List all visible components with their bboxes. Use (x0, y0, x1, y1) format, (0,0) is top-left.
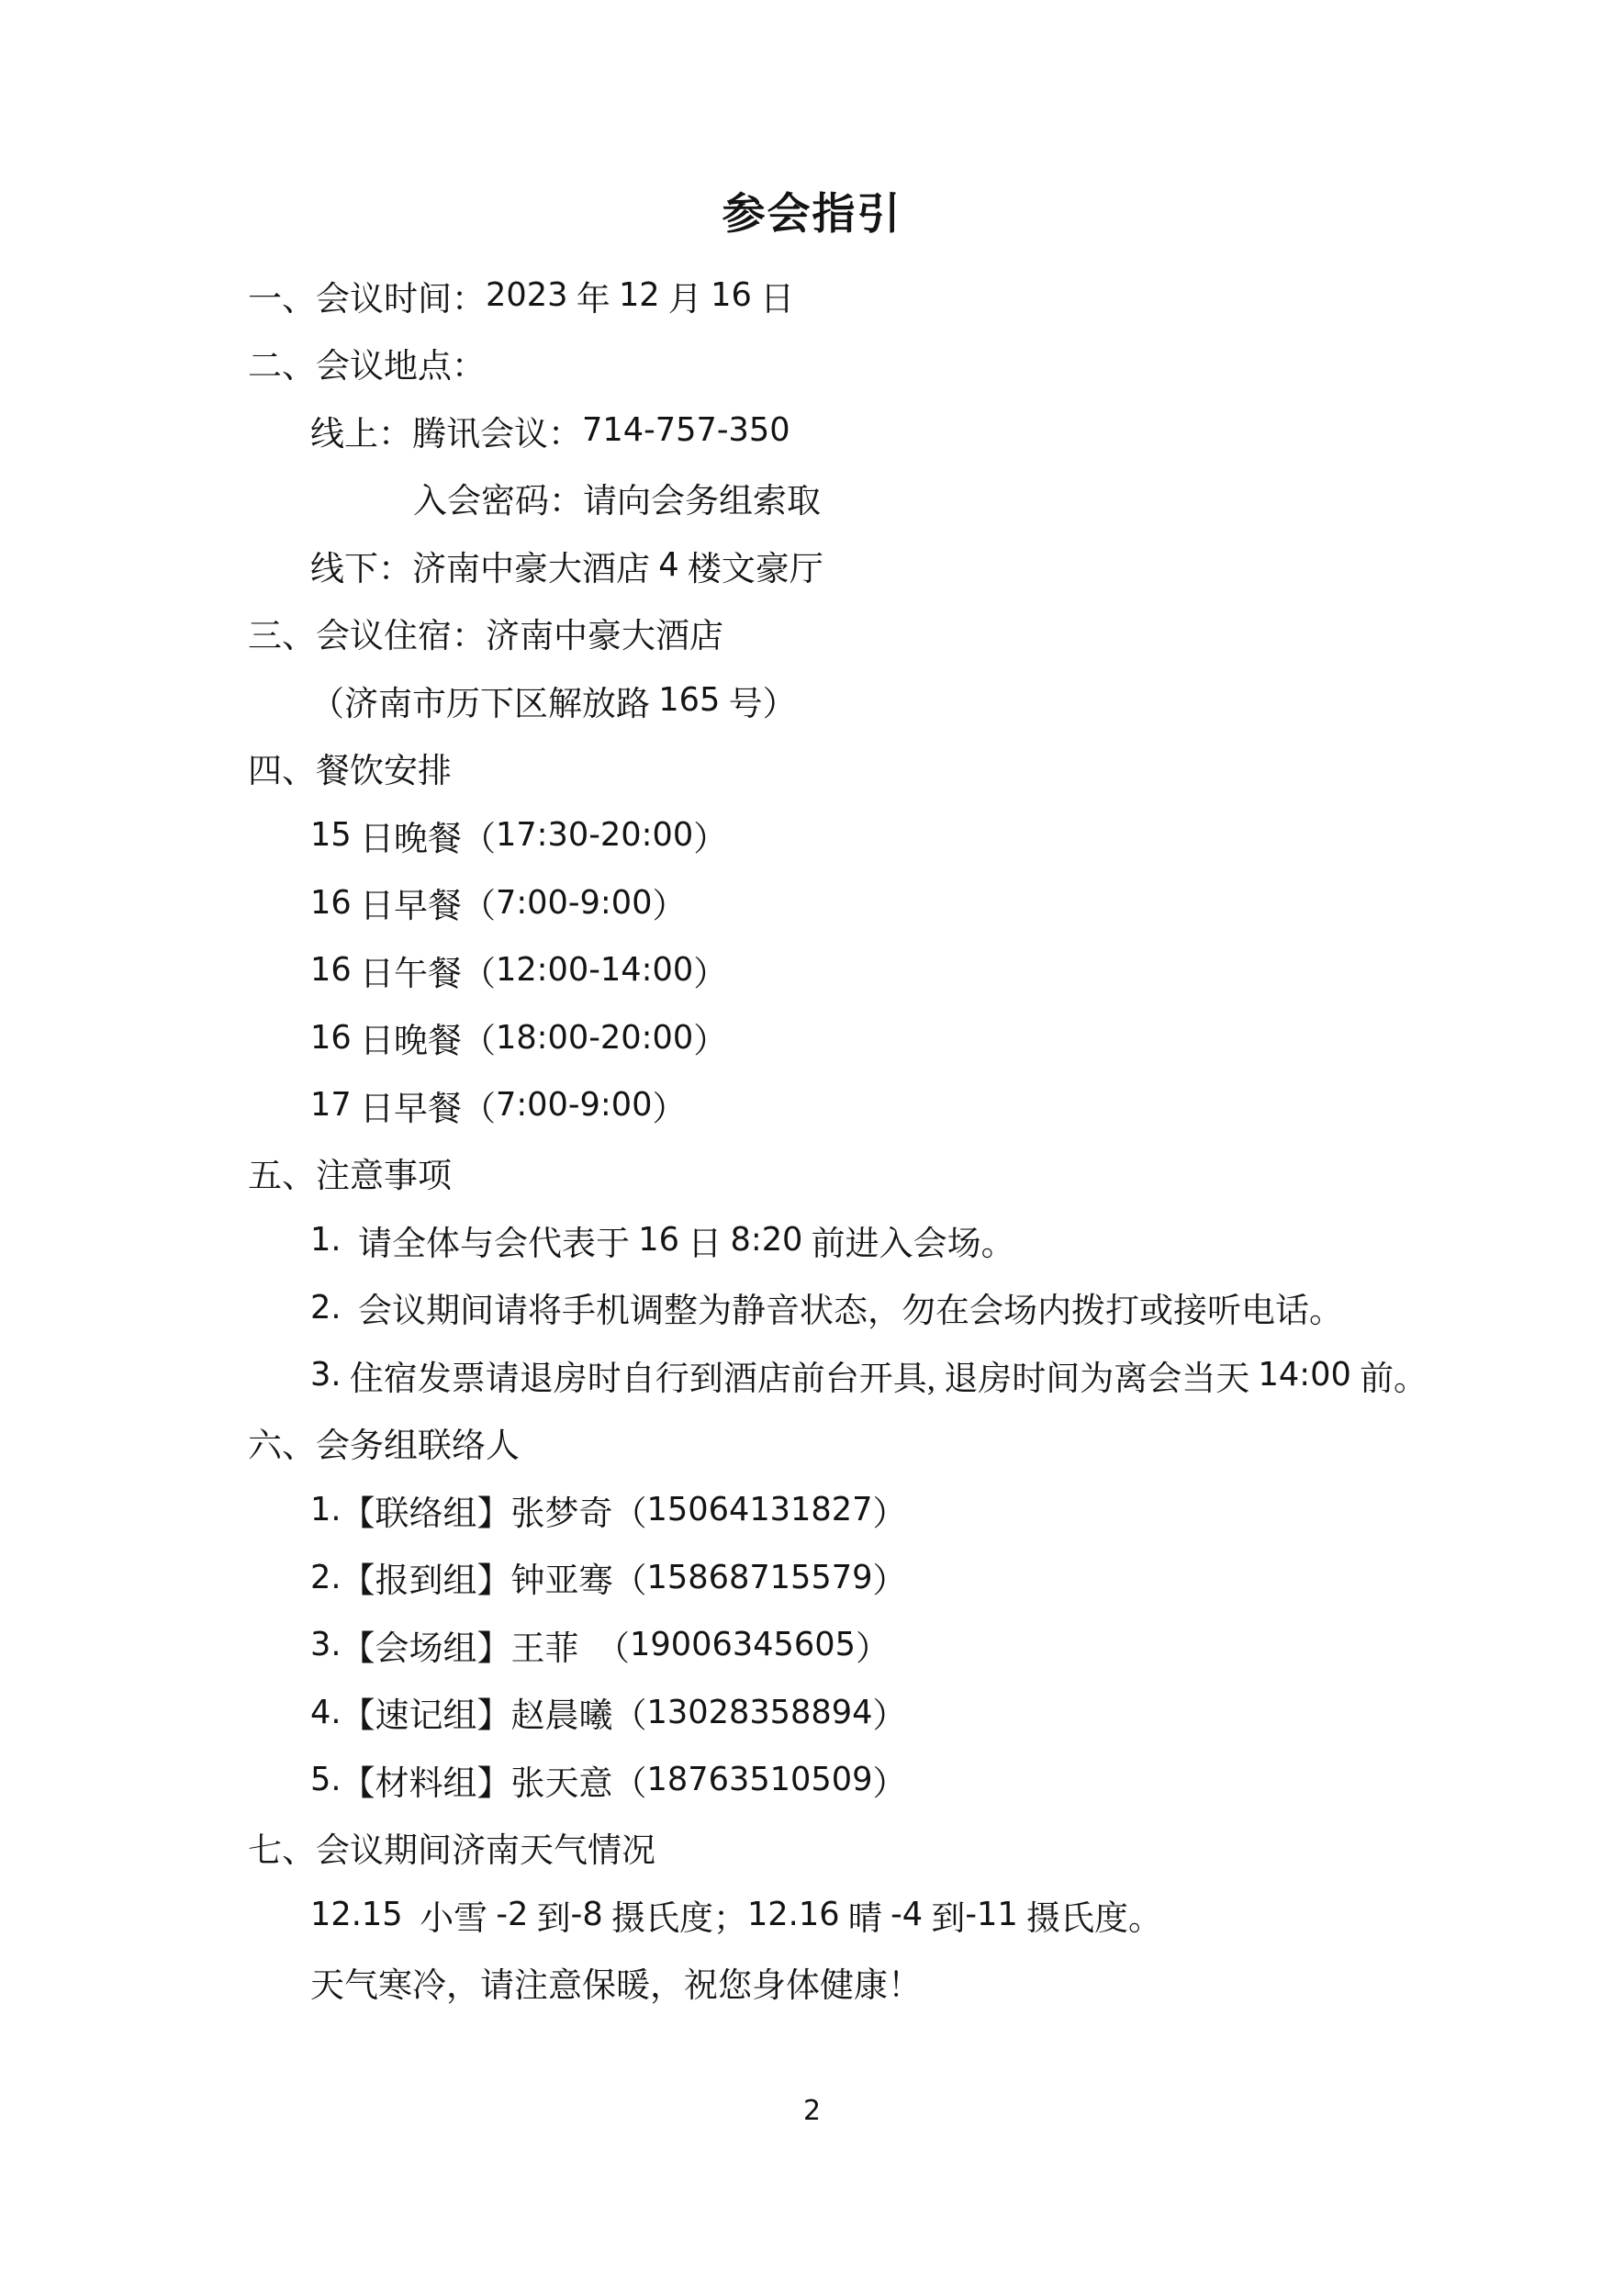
doc-line: 六、会务组联络人 (248, 1427, 520, 1466)
doc-line: 线上：腾讯会议： 714-757-350 (310, 411, 790, 453)
doc-line: 12.15 小雪 -2 到 -8 摄氏度； 12.16 晴 -4 到 -11 摄氏度。 (310, 1896, 1163, 1938)
numeric-text: 7:00-9:00 (495, 883, 653, 922)
numeric-text: 16 (310, 1018, 352, 1057)
numeric-text: 13028358894 (646, 1693, 873, 1731)
numeric-text: 17:30-20:00 (495, 816, 694, 855)
doc-line: 1. 【联络组】张梦奇（ 15064131827 ） (310, 1491, 907, 1533)
numeric-text: 2023 (486, 276, 568, 315)
doc-line: 三、会议住宿：济南中豪大酒店 (248, 618, 723, 656)
doc-line: 五、注意事项 (248, 1158, 452, 1196)
numeric-text: 14:00 (1258, 1356, 1351, 1394)
numeric-text: 3. (310, 1356, 342, 1394)
doc-line: （济南市历下区解放路 165 号） (310, 681, 797, 723)
numeric-text: 714-757-350 (582, 411, 790, 450)
numeric-text: 18:00-20:00 (495, 1018, 694, 1057)
document-body (248, 262, 1569, 2016)
numeric-text: 12.16 (746, 1896, 840, 1934)
numeric-text: 3. (310, 1626, 342, 1664)
doc-line: 16 日早餐（ 7:00-9:00 ） (310, 883, 687, 926)
doc-line: 17 日早餐（ 7:00-9:00 ） (310, 1086, 687, 1128)
numeric-text: -8 (570, 1896, 603, 1934)
numeric-text: 17 (310, 1086, 352, 1125)
doc-line: 5. 【材料组】张天意（ 18763510509 ） (310, 1761, 907, 1803)
numeric-text: 4 (658, 546, 679, 585)
numeric-text: 5. (310, 1761, 342, 1799)
page-title: 参会指引 (722, 191, 902, 239)
doc-line: 15 日晚餐（ 17:30-20:00 ） (310, 816, 728, 858)
numeric-text: 7:00-9:00 (495, 1086, 653, 1125)
doc-line: 16 日午餐（ 12:00-14:00 ） (310, 951, 728, 993)
numeric-text: 8:20 (730, 1221, 803, 1259)
numeric-text: 1. (310, 1221, 342, 1259)
numeric-text: -4 (890, 1896, 924, 1934)
numeric-text: 12 (618, 276, 660, 315)
numeric-text: 16 (310, 951, 352, 990)
numeric-text: 15064131827 (646, 1491, 873, 1529)
doc-line: 天气寒冷，请注意保暖，祝您身体健康！ (310, 1967, 922, 2006)
doc-line: 2. 会议期间请将手机调整为静音状态，勿在会场内拨打或接听电话。 (310, 1288, 1344, 1331)
numeric-text: 15868715579 (646, 1558, 873, 1596)
numeric-text: 16 (310, 883, 352, 922)
doc-line: 入会密码：请向会务组索取 (413, 483, 821, 521)
numeric-text: 18763510509 (646, 1761, 873, 1799)
doc-line: 3. 住宿发票请退房时自行到酒店前台开具, 退房时间为离会当天 14:00 前。 (310, 1356, 1428, 1398)
numeric-text: 1. (310, 1491, 342, 1529)
doc-line: 线下：济南中豪大酒店 4 楼文豪厅 (310, 546, 823, 588)
page-number: 2 (802, 2095, 822, 2127)
numeric-text: 16 (638, 1221, 679, 1259)
doc-line: 一、会议时间： 2023 年 12 月 16 日 (248, 276, 795, 319)
numeric-text: -11 (965, 1896, 1018, 1934)
numeric-text: 15 (310, 816, 352, 855)
numeric-text: 2. (310, 1558, 342, 1596)
numeric-text: 165 (658, 681, 721, 720)
doc-line: 2. 【报到组】钟亚骞（ 15868715579 ） (310, 1558, 907, 1601)
doc-line: 四、餐饮安排 (248, 753, 452, 791)
numeric-text: 12.15 (310, 1896, 403, 1934)
numeric-text: 2. (310, 1288, 342, 1327)
doc-line: 3. 【会场组】王菲 （ 19006345605 ） (310, 1626, 890, 1668)
numeric-text: 16 (711, 276, 752, 315)
doc-line: 七、会议期间济南天气情况 (248, 1832, 655, 1871)
numeric-text: 4. (310, 1693, 342, 1731)
doc-line: 4. 【速记组】赵晨曦（ 13028358894 ） (310, 1693, 907, 1736)
numeric-text: -2 (496, 1896, 529, 1934)
doc-line: 1. 请全体与会代表于 16 日 8:20 前进入会场。 (310, 1221, 1015, 1263)
numeric-text: 19006345605 (630, 1626, 856, 1664)
doc-line: 16 日晚餐（ 18:00-20:00 ） (310, 1018, 728, 1061)
doc-line: 二、会议地点： (248, 348, 486, 386)
numeric-text: 12:00-14:00 (495, 951, 694, 990)
